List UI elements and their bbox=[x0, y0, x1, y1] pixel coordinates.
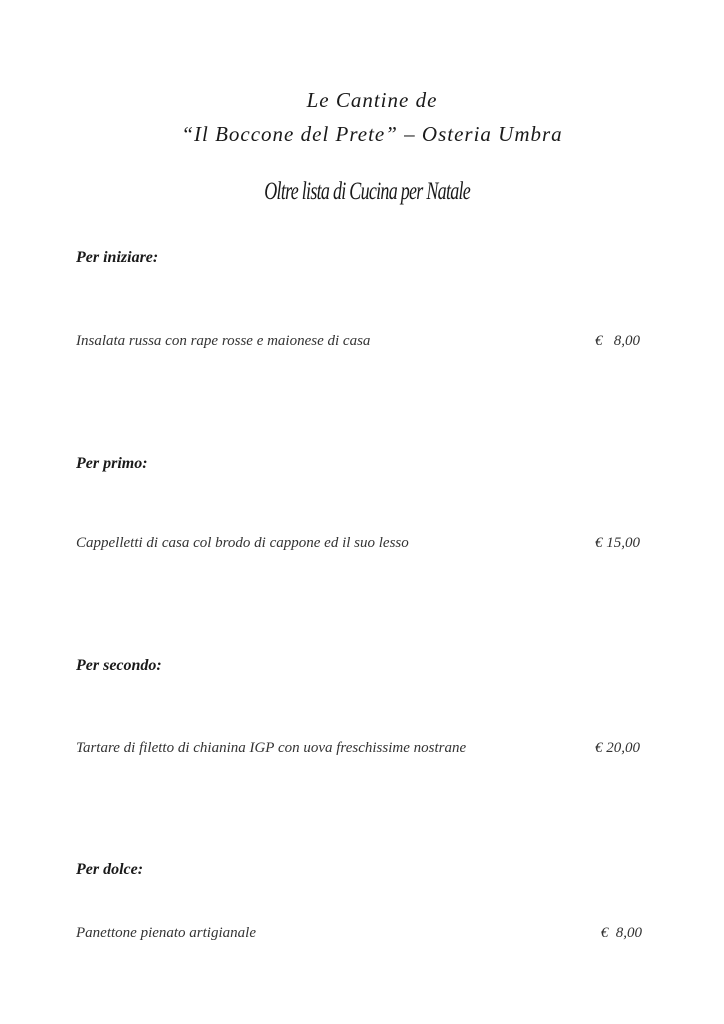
section-title: Per iniziare: bbox=[76, 249, 159, 266]
menu-item-price: € 15,00 bbox=[595, 535, 640, 551]
section-title: Per dolce: bbox=[76, 861, 144, 878]
menu-item-name: Tartare di filetto di chianina IGP con uova freschissime nostrane bbox=[76, 740, 467, 756]
menu-item-name: Insalata russa con rape rosse e maionese di casa bbox=[76, 333, 371, 349]
menu-item-price: € 8,00 bbox=[595, 333, 640, 349]
menu-item-name: Panettone pienato artigianale bbox=[76, 925, 256, 941]
menu-item-price: € 8,00 bbox=[600, 925, 642, 941]
section-title: Per primo: bbox=[76, 455, 148, 472]
header-restaurant-line1: Le Cantine de bbox=[306, 88, 438, 112]
header-restaurant-name: “Il Boccone del Prete” – Osteria Umbra bbox=[181, 122, 563, 146]
menu-item-name: Cappelletti di casa col brodo di cappone ed il suo lesso bbox=[76, 535, 409, 551]
menu-item-price: € 20,00 bbox=[595, 740, 640, 756]
section-title: Per secondo: bbox=[76, 657, 162, 674]
menu-title: Oltre lista di Cucina per Natale bbox=[264, 178, 471, 205]
